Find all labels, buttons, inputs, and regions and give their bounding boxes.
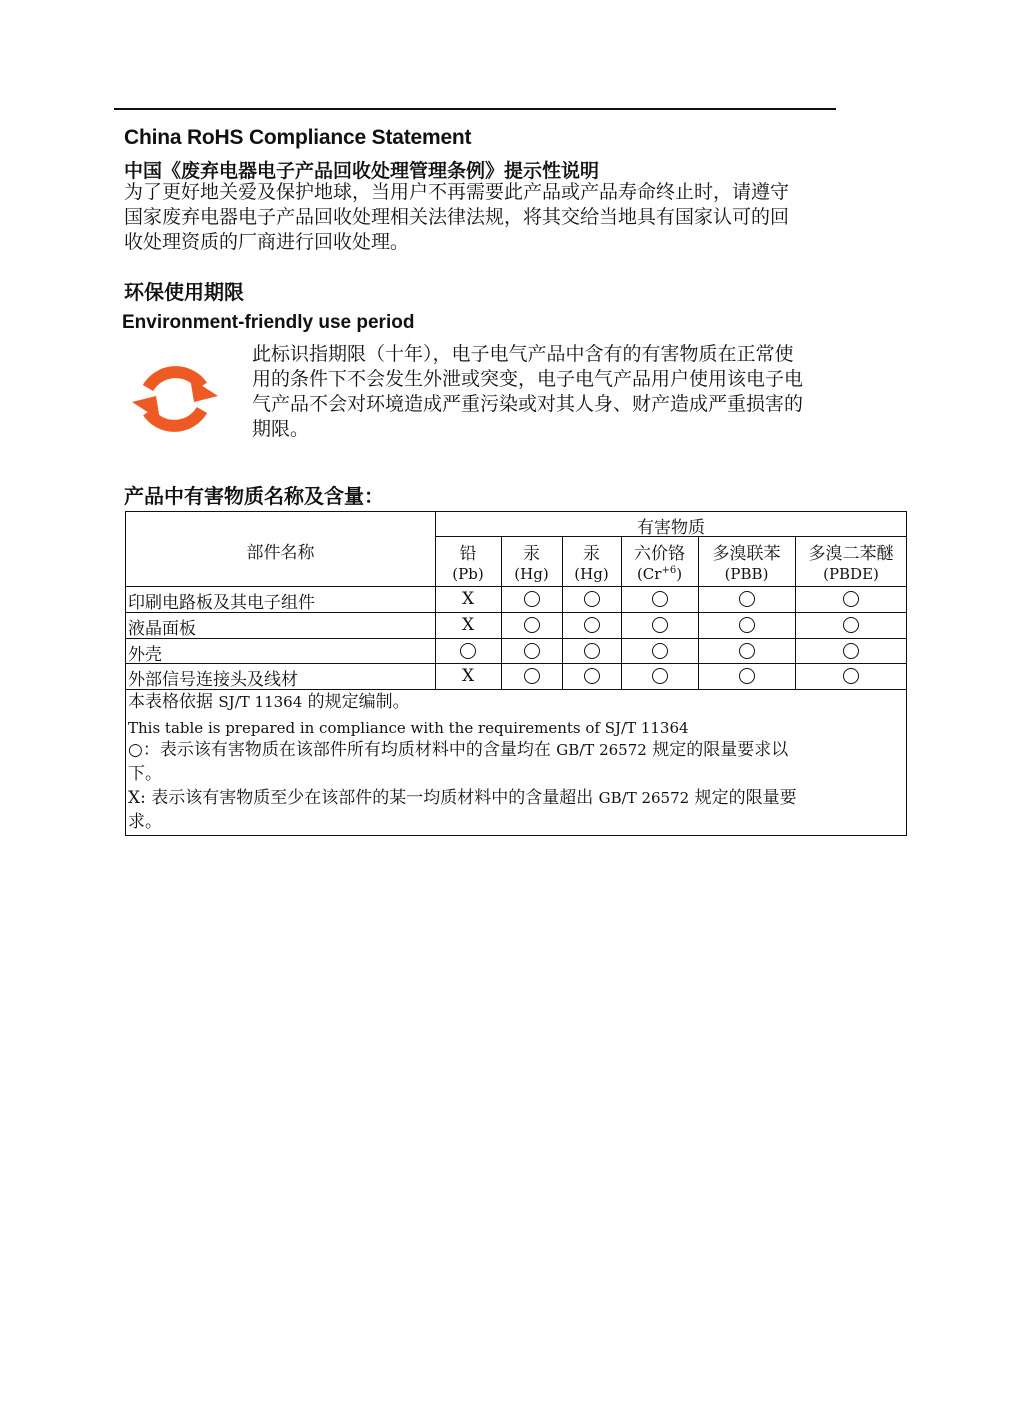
circle-mark-icon bbox=[739, 668, 755, 684]
circle-mark-icon bbox=[460, 643, 476, 659]
intro-line: 收处理资质的厂商进行回收处理。 bbox=[124, 231, 410, 253]
substance-symbol: (Hg) bbox=[574, 565, 609, 583]
substance-name: 六价铬 bbox=[634, 544, 685, 564]
substance-name: 汞 bbox=[523, 544, 540, 564]
circle-mark-icon bbox=[524, 668, 540, 684]
note-circle-meaning: ○：表示该有害物质在该部件所有均质材料中的含量均在 GB/T 26572 规定的限量要求以 bbox=[128, 740, 789, 760]
period-line: 用的条件下不会发生外泄或突变，电子电气产品用户使用该电子电 bbox=[252, 368, 804, 390]
table-heading: 产品中有害物质名称及含量： bbox=[124, 484, 384, 508]
circle-mark-icon bbox=[524, 591, 540, 607]
intro-paragraph bbox=[124, 180, 904, 255]
circle-mark-icon bbox=[652, 591, 668, 607]
circle-mark-icon bbox=[739, 643, 755, 659]
substance-symbol: (PBDE) bbox=[823, 565, 879, 583]
row-divider bbox=[126, 638, 907, 639]
note-x-meaning: X: 表示该有害物质至少在该部件的某一均质材料中的含量超出 GB/T 26572 规定的限量要 bbox=[128, 788, 797, 808]
table-row-part: 外壳 bbox=[128, 645, 162, 665]
group-header: 有害物质 bbox=[637, 518, 705, 538]
circle-mark-icon bbox=[739, 591, 755, 607]
period-line: 期限。 bbox=[252, 418, 310, 440]
table-row-part: 液晶面板 bbox=[128, 619, 196, 639]
table-row-part: 印刷电路板及其电子组件 bbox=[128, 593, 315, 613]
substance-symbol: (Hg) bbox=[514, 565, 549, 583]
note-circle-meaning-cont: 下。 bbox=[128, 764, 162, 784]
row-divider bbox=[126, 586, 907, 587]
intro-line: 国家废弃电器电子产品回收处理相关法律法规，将其交给当地具有国家认可的回 bbox=[124, 206, 790, 228]
note-standard-en: This table is prepared in compliance with the requirements of SJ/T 11364 bbox=[128, 719, 689, 737]
circle-mark-icon bbox=[652, 643, 668, 659]
top-rule bbox=[114, 108, 836, 110]
circle-mark-icon bbox=[584, 617, 600, 633]
note-standard-cn: 本表格依据 SJ/T 11364 的规定编制。 bbox=[128, 692, 410, 712]
title-en: China RoHS Compliance Statement bbox=[124, 126, 472, 149]
substance-name: 多溴二苯醚 bbox=[808, 544, 894, 564]
circle-mark-icon bbox=[652, 617, 668, 633]
note-x-meaning-cont: 求。 bbox=[128, 812, 162, 832]
circle-mark-icon bbox=[584, 643, 600, 659]
x-mark: X bbox=[461, 589, 475, 609]
substance-name: 铅 bbox=[459, 544, 477, 564]
x-mark: X bbox=[461, 666, 475, 686]
circle-mark-icon bbox=[524, 617, 540, 633]
recycle-period-logo-icon bbox=[130, 356, 220, 442]
substance-symbol: (PBB) bbox=[724, 565, 769, 583]
circle-mark-icon bbox=[584, 591, 600, 607]
row-divider bbox=[126, 663, 907, 664]
substance-name: 多溴联苯 bbox=[712, 544, 781, 564]
x-mark: X bbox=[461, 615, 475, 635]
intro-line: 为了更好地关爱及保护地球，当用户不再需要此产品或产品寿命终止时，请遵守 bbox=[124, 181, 790, 203]
circle-mark-icon bbox=[584, 668, 600, 684]
circle-mark-icon bbox=[843, 591, 859, 607]
title-cn: 中国《废弃电器电子产品回收处理管理条例》提示性说明 bbox=[124, 160, 600, 182]
period-line: 此标识指期限（十年），电子电气产品中含有的有害物质在正常使 bbox=[252, 343, 794, 365]
circle-mark-icon bbox=[652, 668, 668, 684]
table-row-part: 外部信号连接头及线材 bbox=[128, 670, 298, 690]
circle-mark-icon bbox=[524, 643, 540, 659]
circle-mark-icon bbox=[739, 617, 755, 633]
period-heading-cn: 环保使用期限 bbox=[124, 280, 244, 304]
circle-mark-icon bbox=[843, 668, 859, 684]
hazardous-substance-table bbox=[125, 511, 907, 836]
circle-mark-icon bbox=[843, 617, 859, 633]
substance-name: 汞 bbox=[583, 544, 600, 564]
substance-symbol: $(Cr^{+6})$ bbox=[636, 565, 683, 583]
period-heading-en: Environment-friendly use period bbox=[122, 312, 415, 333]
part-header: 部件名称 bbox=[246, 543, 315, 563]
period-line: 气产品不会对环境造成严重污染或对其人身、财产造成严重损害的 bbox=[252, 393, 804, 415]
substance-symbol: (Pb) bbox=[452, 565, 484, 583]
period-paragraph bbox=[252, 342, 902, 442]
circle-mark-icon bbox=[843, 643, 859, 659]
